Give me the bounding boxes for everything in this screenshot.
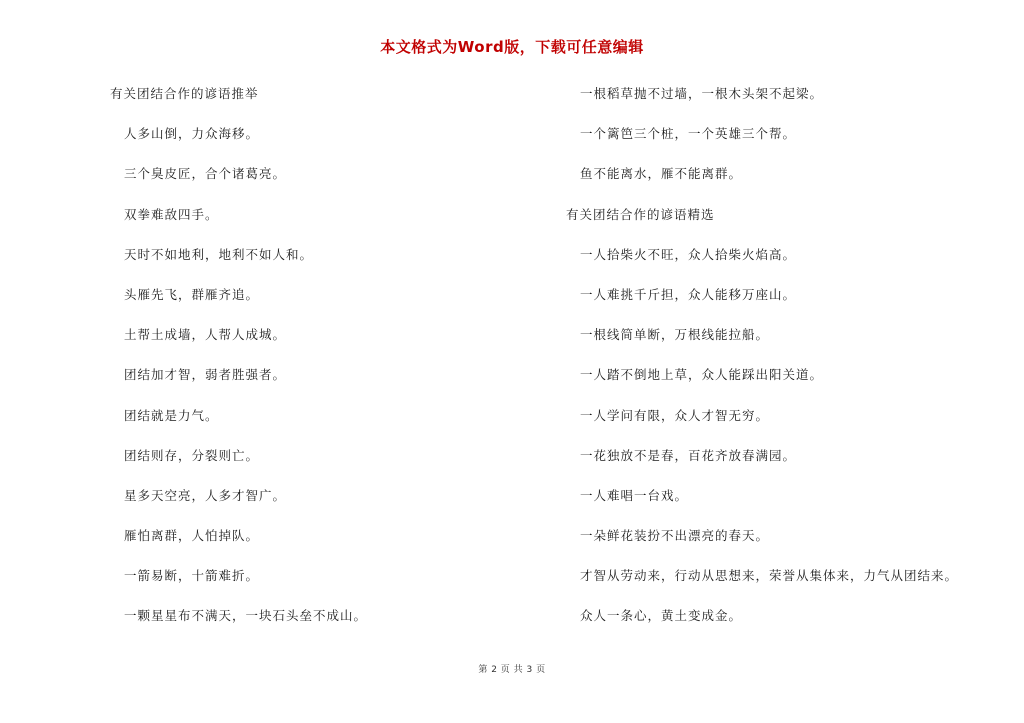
right-line-8: 一人踏不倒地上草，众人能踩出阳关道。 [580,367,824,383]
left-line-6: 头雁先飞，群雁齐追。 [124,286,260,302]
left-line-2: 人多山倒，力众海移。 [124,126,260,142]
page-banner: 本文格式为Word版，下载可任意编辑 [380,38,644,56]
right-column [566,82,1006,645]
left-line-8: 团结加才智，弱者胜强者。 [124,367,287,383]
left-line-7: 土帮土成墙，人帮人成城。 [124,327,287,343]
right-line-7: 一根线简单断，万根线能拉船。 [580,327,770,343]
left-line-3: 三个臭皮匠，合个诸葛亮。 [124,166,287,182]
right-line-14: 众人一条心，黄土变成金。 [580,608,743,624]
right-line-3: 鱼不能离水，雁不能离群。 [580,166,743,182]
left-line-4: 双拳难敌四手。 [124,206,219,222]
left-line-5: 天时不如地利，地利不如人和。 [124,246,314,262]
right-line-11: 一人难唱一台戏。 [580,487,689,503]
left-line-14: 一颗星星布不满天，一块石头垒不成山。 [124,608,368,624]
left-column [110,82,530,645]
right-line-2: 一个篱笆三个桩，一个英雄三个帮。 [580,126,797,142]
left-line-11: 星多天空亮，人多才智广。 [124,487,287,503]
right-line-9: 一人学问有限，众人才智无穷。 [580,407,770,423]
left-line-1: 有关团结合作的谚语推举 [110,86,259,101]
right-line-12: 一朵鲜花装扮不出漂亮的春天。 [580,528,770,544]
left-line-9: 团结就是力气。 [124,407,219,423]
right-line-5: 一人拾柴火不旺，众人拾柴火焰高。 [580,246,797,262]
right-line-10: 一花独放不是春，百花齐放春满园。 [580,447,797,463]
right-line-6: 一人难挑千斤担，众人能移万座山。 [580,286,797,302]
right-line-4: 有关团结合作的谚语精选 [566,206,715,222]
page-footer: 第 2 页 共 3 页 [478,665,546,675]
right-line-1: 一根稻草抛不过墙，一根木头架不起梁。 [580,86,824,101]
left-line-12: 雁怕离群，人怕掉队。 [124,528,260,544]
left-line-10: 团结则存，分裂则亡。 [124,447,260,463]
left-line-13: 一箭易断，十箭难折。 [124,568,260,584]
right-line-13: 才智从劳动来，行动从思想来，荣誉从集体来，力气从团结来。 [580,568,959,584]
